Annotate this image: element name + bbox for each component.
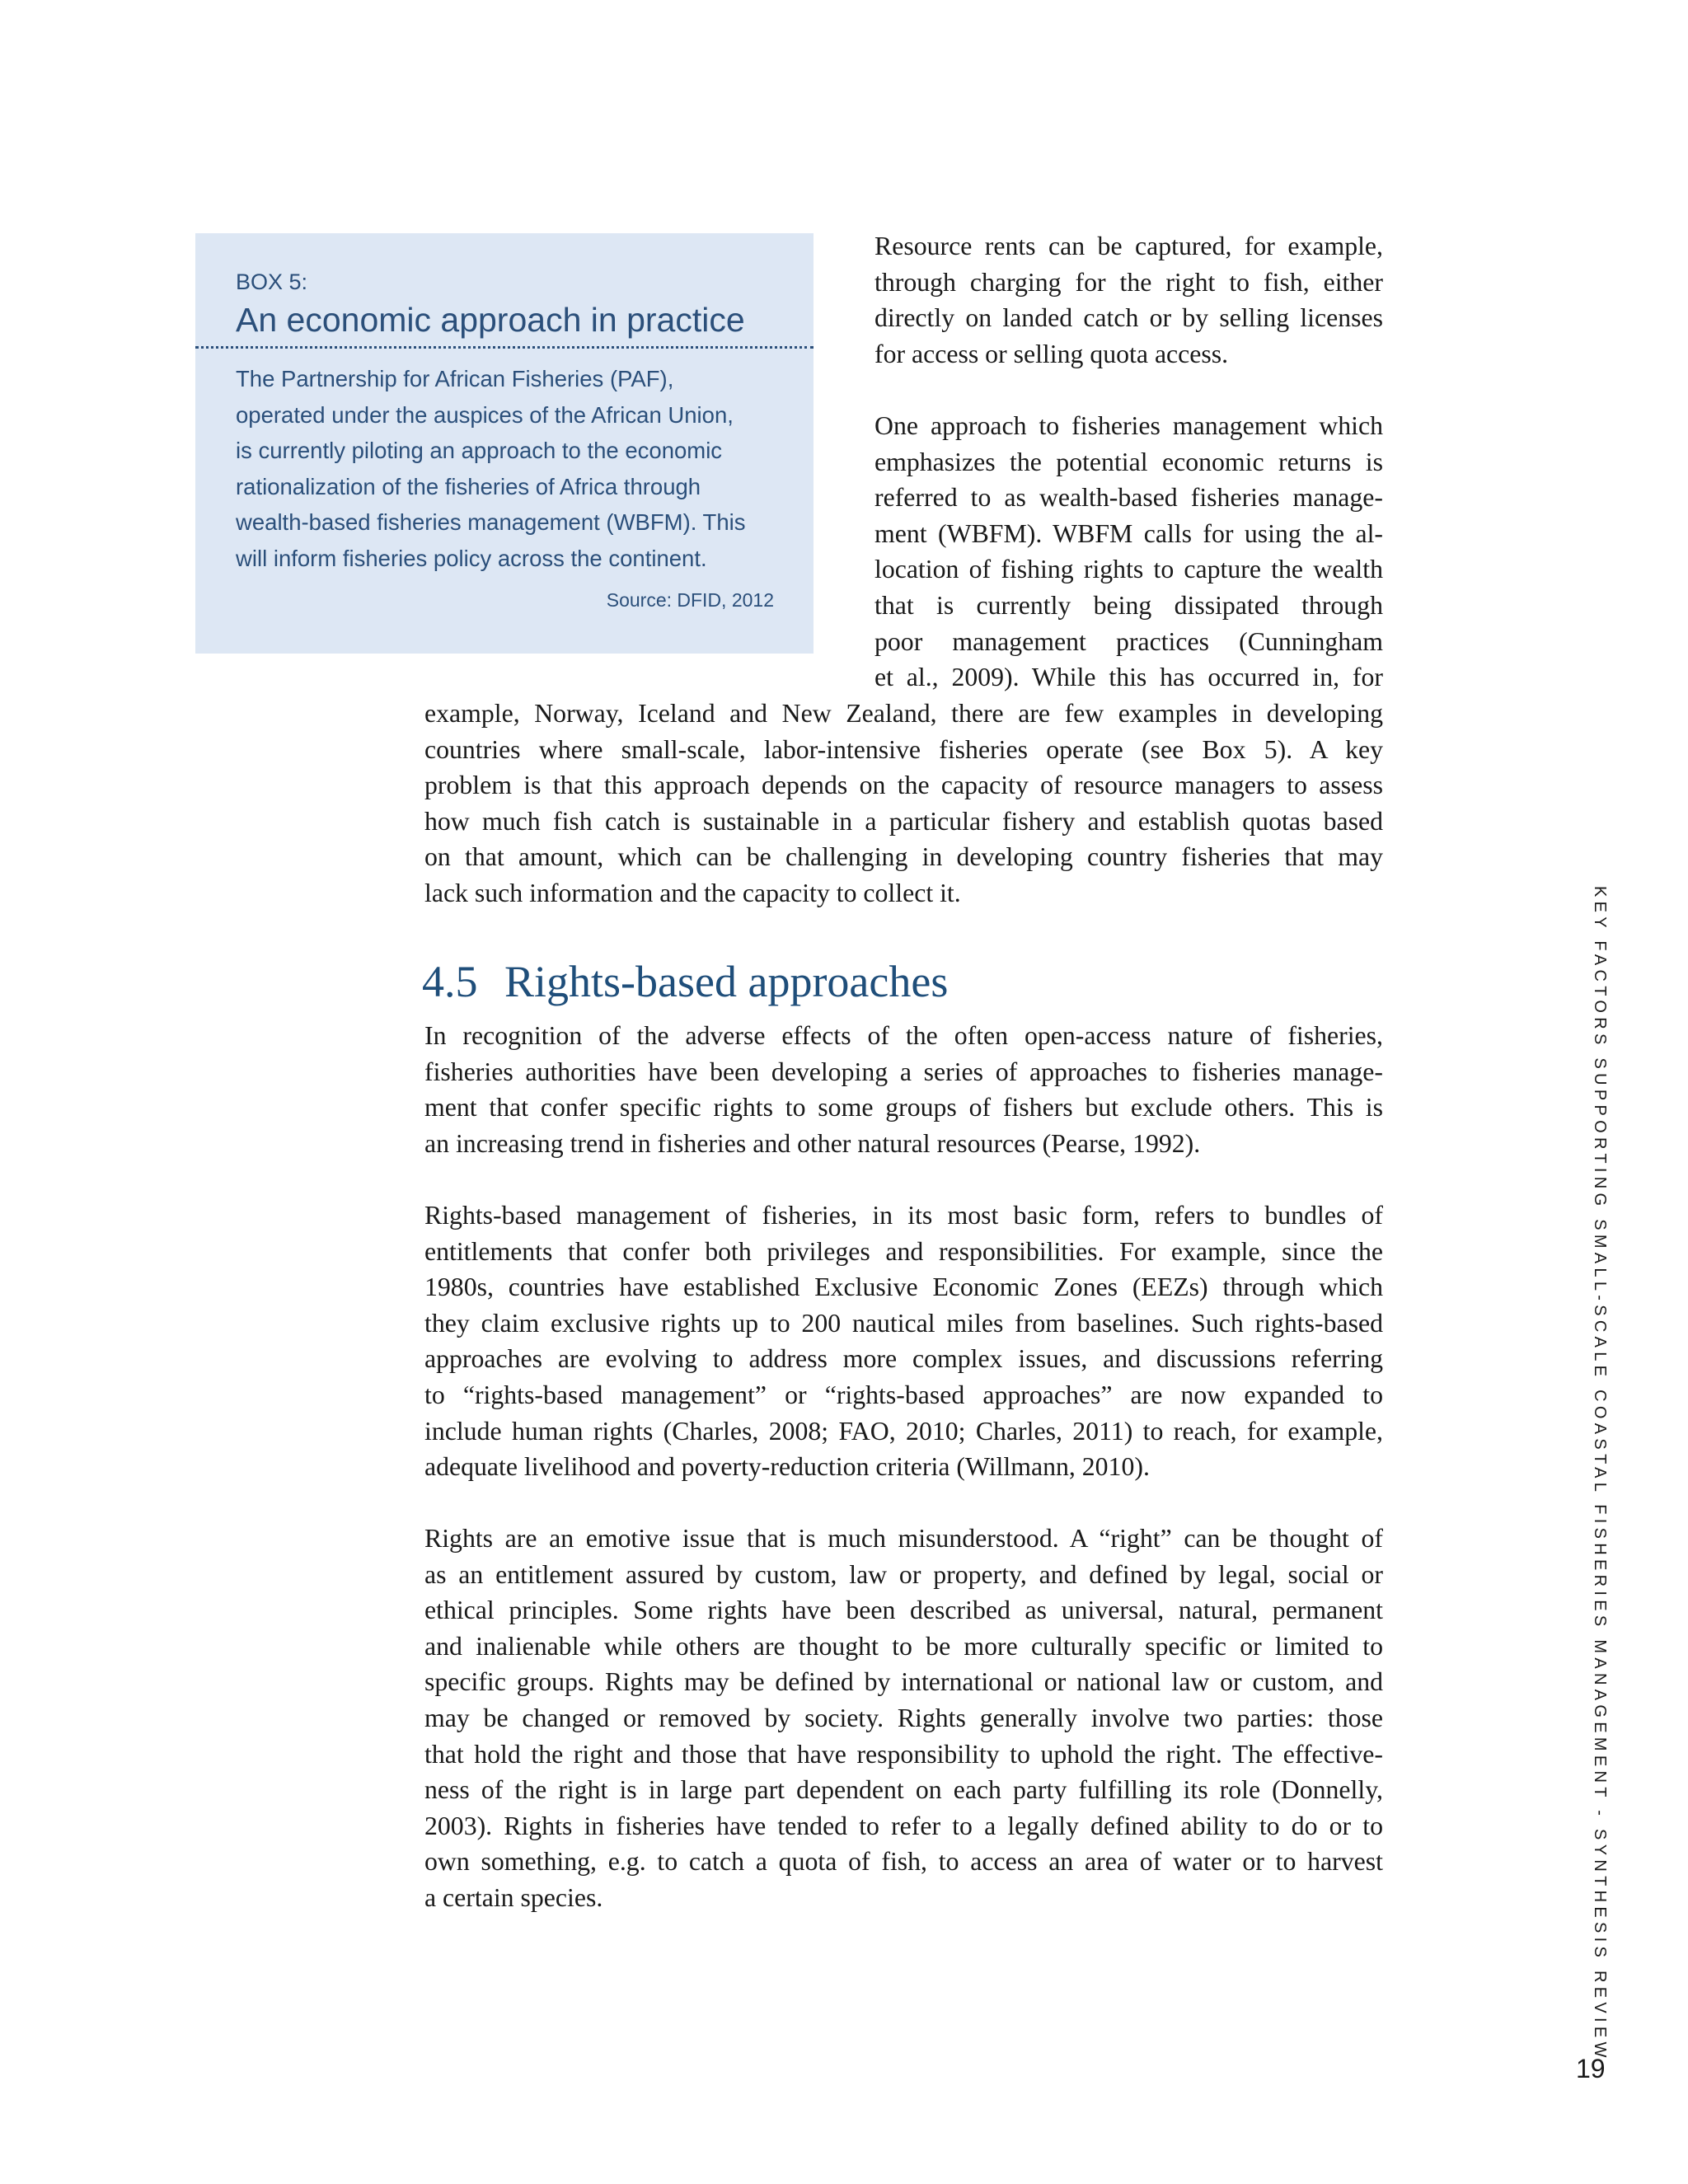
paragraph-rights-emotive xyxy=(424,1521,1383,1916)
text-line: entitlements that confer both privileges and responsibilities. For example, since the xyxy=(424,1236,1383,1266)
paragraph-rights-based-management xyxy=(424,1197,1383,1485)
box-body-line: is currently piloting an approach to the economic xyxy=(236,438,723,464)
text-line: may be changed or removed by society. Rights generally involve two parties: those xyxy=(424,1703,1383,1732)
section-title: Rights-based approaches xyxy=(504,957,949,1006)
text-line: In recognition of the adverse effects of the often open-access nature of fisheries, xyxy=(424,1021,1383,1050)
text-line: example, Norway, Iceland and New Zealand, there are few examples in developing xyxy=(424,699,1383,728)
text-line: as an entitlement assured by custom, law or property, and defined by legal, social or xyxy=(424,1559,1383,1589)
text-line: an increasing trend in fisheries and other natural resources (Pearse, 1992). xyxy=(424,1128,1201,1158)
running-title: KEY FACTORS SUPPORTING SMALL-SCALE COASTAL FISHERIES MANAGEMENT - SYNTHESIS REVIEW xyxy=(1591,886,1609,2062)
text-line: own something, e.g. to catch a quota of fish, to access an area of water or to harvest xyxy=(424,1847,1383,1877)
text-line: specific groups. Rights may be defined by international or national law or custom, and xyxy=(424,1667,1383,1697)
box-5-panel xyxy=(195,233,814,654)
text-line: Rights-based management of fisheries, in its most basic form, refers to bundles of xyxy=(424,1201,1383,1230)
section-number: 4.5 xyxy=(422,957,478,1006)
text-line: et al., 2009). While this has occurred in, for xyxy=(874,663,1383,692)
text-line: Rights are an emotive issue that is much misunderstood. A “right” can be thought of xyxy=(424,1524,1383,1553)
text-line: location of fishing rights to capture the wealth xyxy=(874,555,1383,584)
text-line: emphasizes the potential economic returns is xyxy=(874,447,1383,476)
text-line: Resource rents can be captured, for example, xyxy=(874,232,1383,260)
text-line: countries where small-scale, labor-intensive fisheries operate (see Box 5). A key xyxy=(424,734,1383,764)
text-line: for access or selling quota access. xyxy=(874,339,1229,368)
box-body-line: The Partnership for African Fisheries (PAF), xyxy=(236,366,674,391)
text-line: how much fish catch is sustainable in a particular fishery and establish quotas based xyxy=(424,806,1383,836)
paragraph-resource-rents xyxy=(874,228,1383,372)
text-line: ness of the right is in large part dependent on each party fulfilling its role (Donnelly, xyxy=(424,1775,1383,1805)
box-title: An economic approach in practice xyxy=(236,301,745,339)
section-heading xyxy=(422,956,948,1007)
box-body-line: will inform fisheries policy across the continent. xyxy=(236,545,707,571)
text-line: that hold the right and those that have responsibility to uphold the right. The effective- xyxy=(424,1739,1383,1769)
text-line: 1980s, countries have established Exclusive Economic Zones (EEZs) through which xyxy=(424,1272,1383,1302)
text-line: problem is that this approach depends on the capacity of resource managers to assess xyxy=(424,771,1383,800)
text-line: include human rights (Charles, 2008; FAO, 2010; Charles, 2011) to reach, for example, xyxy=(424,1416,1383,1446)
text-line: ethical principles. Some rights have been described as universal, natural, permanent xyxy=(424,1596,1383,1625)
page-number: 19 xyxy=(1576,2054,1606,2083)
box-body xyxy=(236,361,788,577)
text-line: directly on landed catch or by selling licenses xyxy=(874,303,1383,333)
text-line: they claim exclusive rights up to 200 nautical miles from baselines. Such rights-based xyxy=(424,1308,1383,1338)
text-line: a certain species. xyxy=(424,1882,603,1912)
text-line: One approach to fisheries management which xyxy=(874,411,1383,440)
text-line: poor management practices (Cunningham xyxy=(874,626,1383,656)
text-line: ment (WBFM). WBFM calls for using the al- xyxy=(874,518,1383,548)
box-source: Source: DFID, 2012 xyxy=(606,589,774,611)
box-body-line: rationalization of the fisheries of Africa through xyxy=(236,473,701,499)
text-line: referred to as wealth-based fisheries manage- xyxy=(874,483,1383,513)
text-line: to “rights-based management” or “rights-based approaches” are now expanded to xyxy=(424,1380,1383,1409)
text-line: adequate livelihood and poverty-reduction criteria (Willmann, 2010). xyxy=(424,1452,1150,1482)
text-line: ment that confer specific rights to some groups of fishers but exclude others. This is xyxy=(424,1093,1383,1122)
paragraph-wbfm xyxy=(874,408,1383,696)
text-line: and inalienable while others are thought to be more culturally specific or limited to xyxy=(424,1631,1383,1661)
text-line: that is currently being dissipated through xyxy=(874,590,1383,620)
paragraph-recognition xyxy=(424,1018,1383,1161)
text-line: lack such information and the capacity to collect it. xyxy=(424,878,961,907)
box-body-line: operated under the auspices of the African Union, xyxy=(236,401,734,428)
text-line: 2003). Rights in fisheries have tended to refer to a legally defined ability to do or to xyxy=(424,1811,1383,1840)
box-label: BOX 5: xyxy=(236,269,308,294)
text-line: fisheries authorities have been developing a series of approaches to fisheries manage- xyxy=(424,1057,1383,1086)
text-line: through charging for the right to fish, either xyxy=(874,267,1383,297)
text-line: approaches are evolving to address more complex issues, and discussions referring xyxy=(424,1344,1383,1374)
paragraph-wbfm-continued xyxy=(424,696,1383,912)
text-line: on that amount, which can be challenging in developing country fisheries that may xyxy=(424,842,1383,872)
box-divider xyxy=(195,346,814,349)
box-body-line: wealth-based fisheries management (WBFM). This xyxy=(236,509,746,536)
